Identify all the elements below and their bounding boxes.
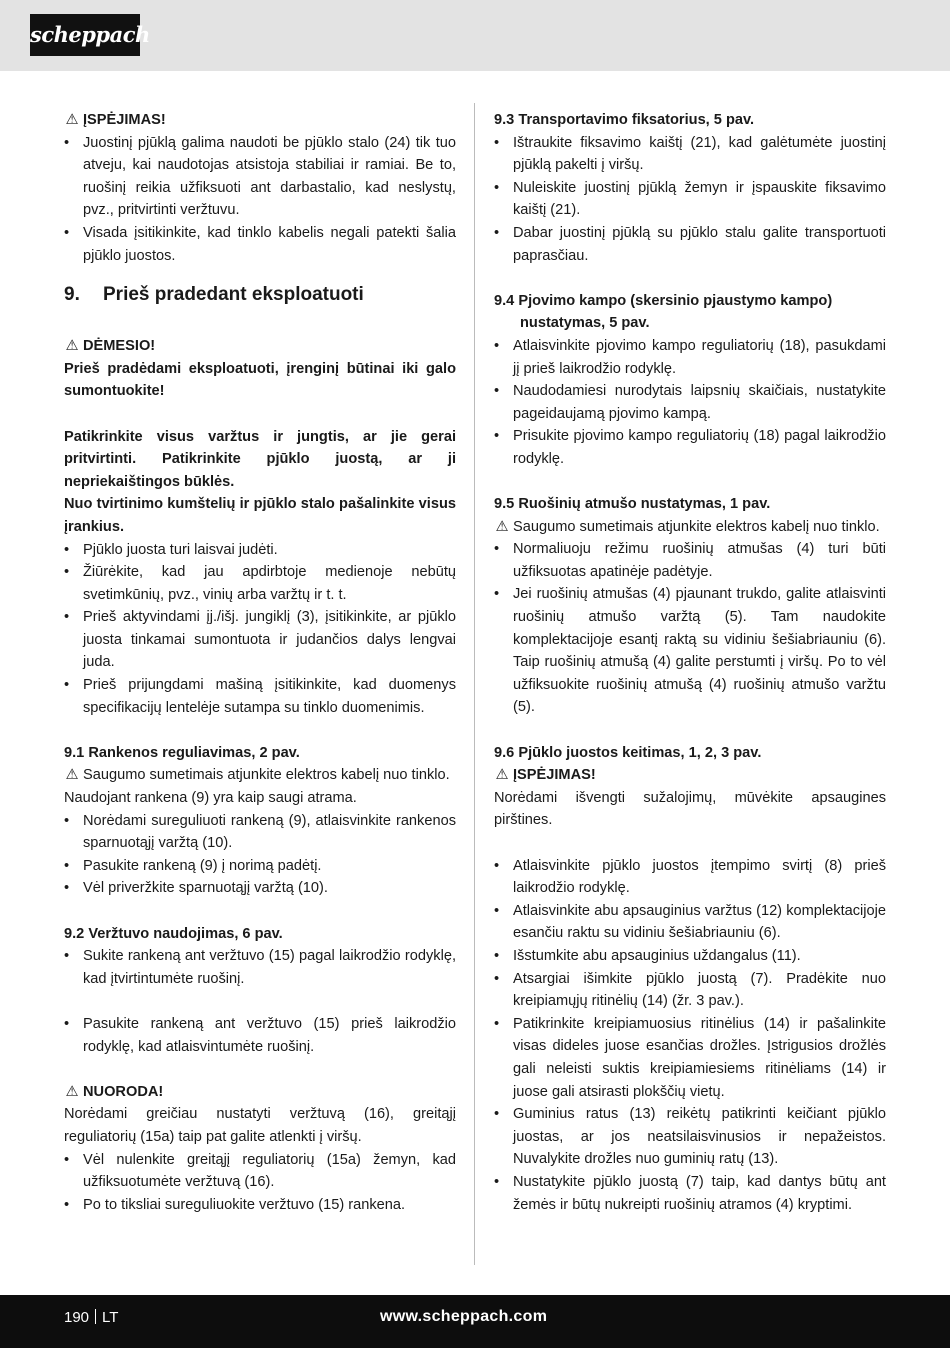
safety-note: ⚠ Saugumo sumetimais atjunkite elektros kabelį nuo tinklo. (64, 764, 456, 787)
warning-heading: ⚠ ĮSPĖJIMAS! (494, 764, 886, 787)
check-text: Patikrinkite visus varžtus ir jungtis, ar jie gerai pritvirtinti. Patikrinkite pjūklo juostą, ar ji nepriekaištingos būklės. (64, 428, 456, 490)
list-item: • Visada įsitikinkite, kad tinklo kabelis negali patekti šalia pjūklo juostos. (64, 224, 456, 264)
website-url: www.scheppach.com (380, 1308, 548, 1325)
list-item: • Nustatykite pjūklo juostą (7) taip, kad dantys būtų ant žemės ir būtų nukreipti ruošinių atramos (4) kryptimi. (494, 1173, 886, 1213)
section-9-6-title: 9.6 Pjūklo juostos keitimas, 1, 2, 3 pav. (494, 744, 762, 761)
list-item: • Atsargiai išimkite pjūklo juostą (7). Pradėkite nuo kreipiamųjų ritinėlių (14) (žr. 3 pav.). (494, 970, 886, 1010)
warning-heading: ⚠ ĮSPĖJIMAS! (64, 109, 456, 132)
attention-heading: ⚠ DĖMESIO! (64, 335, 456, 358)
list-item: • Vėl nulenkite greitąjį reguliatorių (15a) žemyn, kad užfiksuotumėte veržtuvą (16). (64, 1151, 456, 1191)
remove-tools-text: Nuo tvirtinimo kumštelių ir pjūklo stalo pašalinkite visus įrankius. (64, 496, 456, 535)
section-9-1-title: 9.1 Rankenos reguliavimas, 2 pav. (64, 744, 300, 761)
section-9-3-list (494, 132, 886, 268)
section-9-4-list (494, 335, 886, 471)
section-9-2-list-1 (64, 945, 456, 990)
warning-triangle-icon: ⚠ (495, 518, 509, 535)
list-item: • Normaliuoju režimu ruošinių atmušas (4) turi būti užfiksuotas apatinėje padėtyje. (494, 541, 886, 580)
section-9-2-list-2 (64, 1013, 456, 1058)
section-9-6-list (494, 855, 886, 1217)
section-9-6-text: Norėdami išvengti sužalojimų, mūvėkite apsaugines pirštines. (494, 789, 886, 829)
list-item: • Jei ruošinių atmušas (4) pjaunant trukdo, galite atlaisvinti ruošinių atmušo varžtą (5). Tam naudokite komplektacijoje esantį raktą su vidiniu šešiabriauniu (6). Taip ruošinių atmušą (4) galite perstumti į viršų. Po to vėl užfiksuokite ruošinių atmušą (4) ruošinių atmušo varžtu (5). (494, 586, 886, 716)
list-item: • Sukite rankeną ant veržtuvo (15) pagal laikrodžio rodyklę, kad įtvirtintumėte ruošinį. (64, 948, 456, 987)
section-9-1-text: Naudojant rankena (9) yra kaip saugi atrama. (64, 790, 357, 807)
warning-triangle-icon: ⚠ (65, 1083, 79, 1100)
section-9-5-title: 9.5 Ruošinių atmušo nustatymas, 1 pav. (494, 496, 771, 513)
list-item: • Vėl priveržkite sparnuotąjį varžtą (10). (64, 880, 328, 897)
list-item: • Naudodamiesi nurodytais laipsnių skaičiais, nustatykite pageidaujamą pjovimo kampą. (494, 383, 886, 422)
list-item: • Nuleiskite juostinį pjūklą žemyn ir įspauskite fiksavimo kaištį (21). (494, 179, 886, 219)
list-item: • Atlaisvinkite pjūklo juostos įtempimo svirtį (8) prieš laikrodžio rodyklę. (494, 857, 886, 897)
list-item: • Prieš prijungdami mašiną įsitikinkite, kad duomenys specifikacijų lentelėje sutampa su tinklo duomenimis. (64, 677, 456, 716)
warning-list (64, 132, 456, 268)
note-list (64, 1149, 456, 1217)
list-item: • Norėdami sureguliuoti rankeną (9), atlaisvinkite rankenos sparnuotąjį varžtą (10). (64, 812, 456, 852)
list-item: • Dabar juostinį pjūklą su pjūklo stalu galite transportuoti paprasčiau. (494, 224, 886, 264)
attention-text: Prieš pradėdami eksploatuoti, įrenginį būtinai iki galo sumontuokite! (64, 360, 456, 400)
list-item: • Prisukite pjovimo kampo reguliatorių (18) pagal laikrodžio rodyklę. (494, 428, 886, 467)
column-divider (474, 103, 475, 1265)
list-item: • Pasukite rankeną (9) į norimą padėtį. (64, 857, 322, 874)
list-item: • Atlaisvinkite abu apsauginius varžtus (12) komplektacijoje esančiu raktu su vidiniu šešiabriauniu (6). (494, 902, 886, 942)
section-9-1-list (64, 810, 456, 900)
list-item: • Atlaisvinkite pjovimo kampo reguliatorių (18), pasukdami jį prieš laikrodžio rodyklę. (494, 337, 886, 377)
note-heading: ⚠ NUORODA! (64, 1081, 456, 1104)
list-item: • Pjūklo juosta turi laisvai judėti. (64, 541, 278, 558)
list-item: • Išstumkite abu apsauginius uždangalus (11). (494, 947, 801, 964)
warning-triangle-icon: ⚠ (495, 767, 509, 784)
list-item: • Guminius ratus (13) reikėtų patikrinti keičiant pjūklo juostas, ar jos neatsilaisvinusios ir nepažeistos. Nuvalykite drožles nuo guminių ratų (13). (494, 1106, 886, 1168)
section-9-4-title-cont: nustatymas, 5 pav. (520, 315, 650, 332)
warning-triangle-icon: ⚠ (65, 767, 79, 784)
list-item: • Po to tiksliai sureguliuokite veržtuvo (15) rankena. (64, 1196, 406, 1213)
scheppach-logo: scheppach (30, 14, 140, 56)
list-item: • Žiūrėkite, kad jau apdirbtoje medienoje nebūtų svetimkūnių, pvz., vinių arba varžtų ir t. t. (64, 564, 456, 603)
check-list (64, 539, 456, 720)
list-item: • Patikrinkite kreipiamuosius ritinėlius (14) ir pašalinkite visas dideles juose esančias drožles. Įstrigusios drožlės gali neleisti suktis kreipiamiesiems ritinėliams (14) ir juose gali atsirasti plokščių vietų. (494, 1015, 886, 1100)
section-heading-9: 9. Prieš pradedant eksploatuoti (64, 284, 364, 306)
list-item: • Juostinį pjūklą galima naudoti be pjūklo stalo (24) tik tuo atveju, kai naudotojas atsistoja stabiliai ir ramiai. Be to, ruošinį reikia užfiksuoti ant darbastalio, kad neslystų, pvz., pritvirtinti veržtuvu. (64, 134, 456, 219)
warning-triangle-icon: ⚠ (65, 112, 79, 128)
section-9-2-title: 9.2 Veržtuvo naudojimas, 6 pav. (64, 925, 283, 942)
left-column (64, 109, 456, 1216)
list-item: • Ištraukite fiksavimo kaištį (21), kad galėtumėte juostinį pjūklą pakelti į viršų. (494, 134, 886, 174)
right-column (494, 109, 886, 1216)
section-9-4-title: 9.4 Pjovimo kampo (skersinio pjaustymo kampo) (494, 292, 833, 309)
warning-triangle-icon: ⚠ (65, 338, 79, 355)
list-item: • Pasukite rankeną ant veržtuvo (15) prieš laikrodžio rodyklę, kad atlaisvintumėte ruošinį. (64, 1015, 456, 1055)
list-item: • Prieš aktyvindami įj./išj. jungiklį (3), įsitikinkite, ar pjūklo juosta tinkamai sumontuota ir judančios dalys lengvai juda. (64, 609, 456, 671)
section-9-3-title: 9.3 Transportavimo fiksatorius, 5 pav. (494, 112, 755, 128)
page-number: 190 LT (64, 1309, 119, 1326)
page-footer (0, 1295, 950, 1348)
safety-note: ⚠ Saugumo sumetimais atjunkite elektros kabelį nuo tinklo. (494, 516, 886, 539)
page-header (0, 0, 950, 71)
section-9-5-list (494, 538, 886, 719)
note-text: Norėdami greičiau nustatyti veržtuvą (16), greitąjį reguliatorių (15a) taip pat galite atlenkti į viršų. (64, 1106, 456, 1145)
